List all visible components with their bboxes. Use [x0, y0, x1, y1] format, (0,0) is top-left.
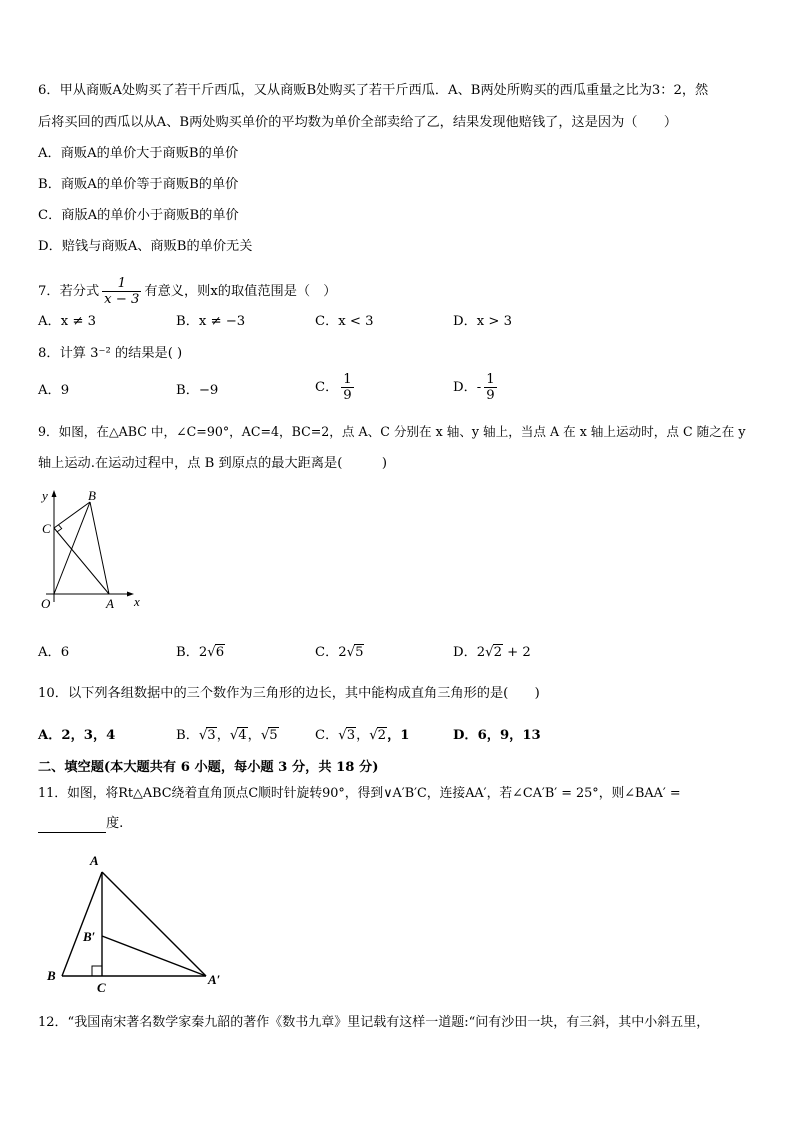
- q10-option-b: B．√3，√4，√5: [176, 728, 278, 743]
- q6-option-c: C．商版A的单价小于商贩B的单价: [38, 208, 239, 223]
- q9-option-d-pre: D．2: [453, 645, 486, 660]
- q9-x-arrow: [127, 592, 134, 597]
- q9-figure: [36, 486, 156, 616]
- q8-option-c-fraction: [341, 372, 353, 403]
- q9-option-b-pre: B．2: [176, 645, 208, 660]
- q9-segment-ba: [90, 502, 109, 594]
- q7-fraction: [102, 276, 141, 307]
- q7-prefix: 7．若分式: [38, 284, 100, 299]
- q11-figure: [44, 850, 234, 995]
- q6-option-a: A．商贩A的单价大于商贩B的单价: [38, 146, 239, 161]
- q9-segment-ca: [54, 528, 109, 594]
- q11-line1: 11．如图，将Rt△ABC绕着直角顶点C顺时针旋转90°，得到∨A′B′C，连接AA′，若∠CA′B′ = 25°，则∠BAA′ =: [38, 786, 681, 801]
- q11-label-b-prime: B′: [83, 929, 96, 944]
- q8-option-a: A．9: [38, 383, 70, 398]
- q8-option-c: [315, 372, 357, 403]
- q11-label-c: C: [97, 980, 106, 995]
- q7-frac-num: 1: [102, 276, 141, 292]
- q10-option-a: A．2，3，4: [38, 728, 116, 743]
- q11-label-a-prime: A′: [208, 972, 221, 987]
- q9-label-a: A: [106, 596, 114, 611]
- q10-option-c-r1: 3: [346, 728, 356, 743]
- q11-label-a: A: [90, 853, 99, 868]
- q9-line1: 9．如图，在△ABC 中，∠C=90°，AC=4，BC=2，点 A、C 分别在 x 轴、y 轴上，当点 A 在 x 轴上运动时，点 C 随之在 y: [38, 424, 746, 439]
- q10-option-b-r2: 4: [238, 728, 247, 743]
- q9-label-c: C: [42, 521, 51, 536]
- q9-label-o: O: [41, 596, 51, 611]
- q8-option-d-num: 1: [486, 372, 495, 387]
- q7-option-b: B．x ≠ −3: [176, 314, 246, 329]
- q10-stem: 10．以下列各组数据中的三个数作为三角形的边长，其中能构成直角三角形的是( ): [38, 686, 540, 701]
- q8-option-b: B．−9: [176, 383, 219, 398]
- q11-right-angle-mark: [92, 966, 102, 976]
- q7-option-c: C．x < 3: [315, 314, 374, 329]
- q10-option-b-r1: 3: [207, 728, 216, 743]
- q8-option-d: [453, 372, 500, 403]
- q8-option-d-fraction: [484, 372, 496, 403]
- q9-label-y: y: [42, 488, 48, 503]
- q11-segment-aa-prime: [102, 872, 206, 976]
- q11-segment-ab: [62, 872, 102, 976]
- q6-option-d: D．赔钱与商贩A、商贩B的单价无关: [38, 239, 253, 254]
- q9-label-b: B: [88, 488, 96, 503]
- q10-option-c: C．√3，√2，1: [315, 728, 410, 743]
- q9-option-c-pre: C．2: [315, 645, 347, 660]
- q9-option-c: C．2√5: [315, 645, 364, 660]
- q8-option-c-num: 1: [343, 372, 352, 387]
- q8-stem: 8．计算 3⁻² 的结果是( ): [38, 346, 183, 361]
- q11-line2: 度.: [106, 816, 124, 831]
- q12-line1: 12．“我国南宋著名数学家秦九韶的著作《数书九章》里记载有这样一道题:“问有沙田一块，有三斜，其中小斜五里，: [38, 1015, 710, 1030]
- q9-option-a: A．6: [38, 645, 70, 660]
- q6-option-b: B．商贩A的单价等于商贩B的单价: [38, 177, 239, 192]
- q8-option-d-label: D．-: [453, 380, 482, 395]
- q8-option-c-label: C．: [315, 380, 339, 395]
- q9-y-arrow: [52, 490, 57, 497]
- q11-line2-wrap: [38, 815, 123, 833]
- q10-option-b-r3: 5: [269, 728, 278, 743]
- q9-segment-ob: [54, 502, 90, 594]
- q10-option-c-tail: ，1: [387, 728, 410, 743]
- q7-option-a: A．x ≠ 3: [38, 314, 96, 329]
- q7-suffix: 有意义，则x的取值范围是（ ）: [144, 284, 337, 299]
- q10-option-c-label: C．: [315, 728, 339, 743]
- q9-option-d-radicand: 2: [493, 645, 502, 660]
- q9-line2: 轴上运动.在运动过程中，点 B 到原点的最大距离是( ): [38, 456, 388, 471]
- q11-answer-blank[interactable]: [38, 819, 106, 833]
- q7-option-d: D．x > 3: [453, 314, 513, 329]
- q10-option-d: D．6，9，13: [453, 728, 541, 743]
- section-header-fill-blank: 二、填空题(本大题共有 6 小题，每小题 3 分，共 18 分): [38, 760, 379, 775]
- q11-segment-b-prime-a-prime: [102, 936, 206, 976]
- q6-line1: 6．甲从商贩A处购买了若干斤西瓜，又从商贩B处购买了若干斤西瓜．A、B两处所购买的西瓜重量之比为3：2，然: [38, 83, 709, 98]
- q9-option-d: D．2√2 + 2: [453, 645, 531, 660]
- q11-label-b: B: [47, 968, 56, 983]
- q9-option-b-radicand: 6: [215, 645, 225, 660]
- q7-frac-den: x − 3: [104, 292, 140, 307]
- q9-option-b: B．2√6: [176, 645, 225, 660]
- q7-stem: [38, 276, 336, 307]
- q9-option-c-radicand: 5: [355, 645, 364, 660]
- q9-option-d-post: + 2: [507, 645, 531, 660]
- q8-option-d-den: 9: [486, 388, 495, 403]
- q6-line2: 后将买回的西瓜以从A、B两处购买单价的平均数为单价全部卖给了乙，结果发现他赔钱了，这是因为（ ）: [38, 115, 678, 130]
- q10-option-b-label: B．: [176, 728, 199, 743]
- q10-option-c-r2: 2: [377, 728, 387, 743]
- q9-right-angle-mark: [57, 525, 62, 532]
- q9-label-x: x: [134, 594, 140, 609]
- q8-option-c-den: 9: [343, 388, 352, 403]
